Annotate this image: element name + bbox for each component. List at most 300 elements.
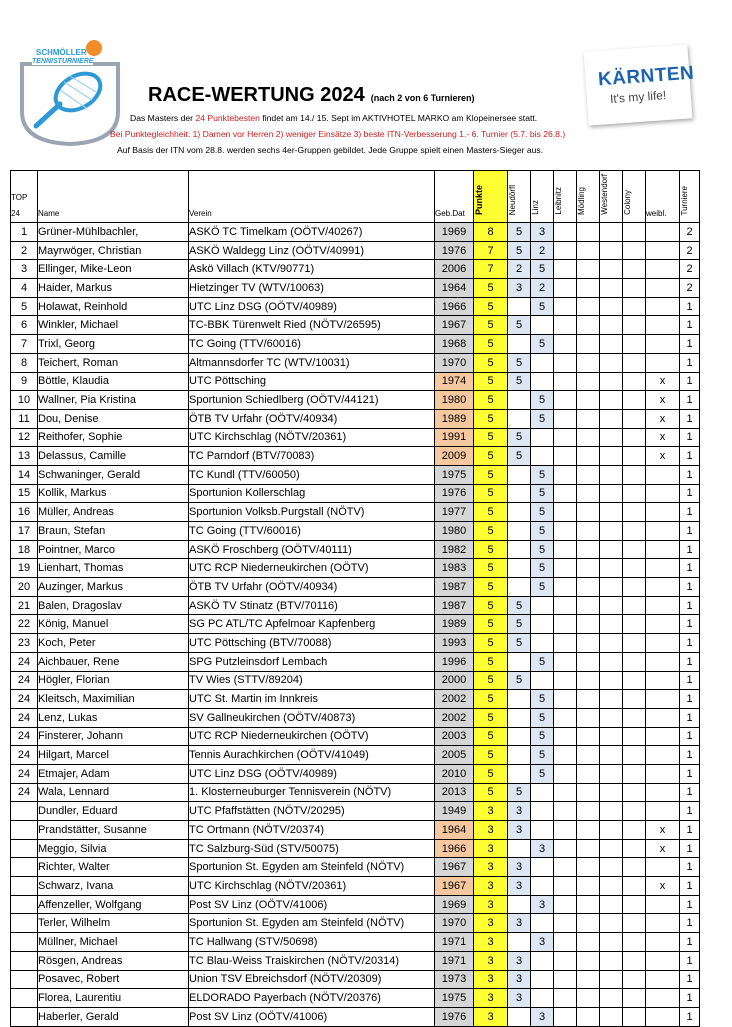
birth-year-cell: 1980 xyxy=(435,391,474,410)
rank-cell xyxy=(11,989,38,1008)
event-3-cell xyxy=(554,522,577,541)
event-5-cell xyxy=(600,989,623,1008)
col-year: Geb.Dat xyxy=(435,171,474,223)
tournaments-cell: 1 xyxy=(680,503,700,522)
club-cell: Union TSV Ebreichsdorf (NÖTV/20309) xyxy=(189,970,435,989)
event-1-cell: 5 xyxy=(508,428,531,447)
event-1-cell: 2 xyxy=(508,260,531,279)
table-row xyxy=(11,578,700,597)
event-4-cell xyxy=(577,970,600,989)
table-row xyxy=(11,951,700,970)
birth-year-cell: 1970 xyxy=(435,353,474,372)
event-4-cell xyxy=(577,746,600,765)
event-6-cell xyxy=(623,465,646,484)
rank-cell xyxy=(11,895,38,914)
points-cell: 5 xyxy=(474,783,508,802)
female-cell xyxy=(646,764,680,783)
name-cell: Teichert, Roman xyxy=(38,353,189,372)
name-cell: König, Manuel xyxy=(38,615,189,634)
birth-year-cell: 1989 xyxy=(435,409,474,428)
birth-year-cell: 1949 xyxy=(435,802,474,821)
table-row xyxy=(11,671,700,690)
event-2-cell xyxy=(531,316,554,335)
female-cell xyxy=(646,727,680,746)
col-event-4 xyxy=(577,171,600,223)
birth-year-cell: 2013 xyxy=(435,783,474,802)
female-cell xyxy=(646,241,680,260)
event-5-cell xyxy=(600,484,623,503)
name-cell: Schwarz, Ivana xyxy=(38,877,189,896)
tournaments-cell: 1 xyxy=(680,858,700,877)
event-4-cell xyxy=(577,316,600,335)
event-3-cell xyxy=(554,615,577,634)
event-2-cell xyxy=(531,596,554,615)
female-cell xyxy=(646,914,680,933)
event-3-cell xyxy=(554,783,577,802)
birth-year-cell: 1983 xyxy=(435,559,474,578)
event-2-cell: 2 xyxy=(531,241,554,260)
name-cell: Pointner, Marco xyxy=(38,540,189,559)
event-3-cell xyxy=(554,391,577,410)
birth-year-cell: 2006 xyxy=(435,260,474,279)
event-4-cell xyxy=(577,764,600,783)
table-row xyxy=(11,652,700,671)
table-row xyxy=(11,746,700,765)
event-1-cell: 3 xyxy=(508,970,531,989)
event-3-cell xyxy=(554,503,577,522)
female-cell xyxy=(646,634,680,653)
table-row xyxy=(11,596,700,615)
birth-year-cell: 1993 xyxy=(435,634,474,653)
event-2-cell: 5 xyxy=(531,764,554,783)
event-5-cell xyxy=(600,223,623,242)
club-cell: SV Gallneukirchen (OÖTV/40873) xyxy=(189,708,435,727)
club-cell: Sportunion St. Egyden am Steinfeld (NÖTV) xyxy=(189,914,435,933)
event-1-cell: 5 xyxy=(508,316,531,335)
event-6-cell xyxy=(623,783,646,802)
female-cell: x xyxy=(646,372,680,391)
club-cell: UTC Kirchschlag (NÖTV/20361) xyxy=(189,428,435,447)
rank-cell: 11 xyxy=(11,409,38,428)
event-1-cell: 5 xyxy=(508,596,531,615)
rank-cell xyxy=(11,858,38,877)
club-cell: UTC RCP Niederneukirchen (OÖTV) xyxy=(189,559,435,578)
female-cell xyxy=(646,484,680,503)
birth-year-cell: 1980 xyxy=(435,522,474,541)
event-3-cell xyxy=(554,634,577,653)
event-4-cell xyxy=(577,839,600,858)
event-1-cell xyxy=(508,465,531,484)
club-cell: SPG Putzleinsdorf Lembach xyxy=(189,652,435,671)
club-cell: TC Kundl (TTV/60050) xyxy=(189,465,435,484)
rank-cell: 24 xyxy=(11,690,38,709)
event-6-cell xyxy=(623,353,646,372)
female-cell xyxy=(646,652,680,671)
table-row xyxy=(11,559,700,578)
event-1-cell xyxy=(508,933,531,952)
event-6-cell xyxy=(623,821,646,840)
female-cell xyxy=(646,933,680,952)
points-cell: 5 xyxy=(474,596,508,615)
event-5-cell xyxy=(600,914,623,933)
tournaments-cell: 1 xyxy=(680,895,700,914)
name-cell: Ellinger, Mike-Leon xyxy=(38,260,189,279)
event-1-cell xyxy=(508,690,531,709)
event-2-cell: 5 xyxy=(531,708,554,727)
points-cell: 5 xyxy=(474,652,508,671)
event-1-cell: 3 xyxy=(508,279,531,298)
tournaments-cell: 1 xyxy=(680,970,700,989)
table-row xyxy=(11,708,700,727)
event-4-cell xyxy=(577,783,600,802)
event-1-cell: 3 xyxy=(508,802,531,821)
female-cell xyxy=(646,858,680,877)
event-1-cell: 5 xyxy=(508,353,531,372)
event-5-cell xyxy=(600,522,623,541)
rank-cell: 24 xyxy=(11,746,38,765)
event-2-cell: 3 xyxy=(531,1007,554,1026)
table-row xyxy=(11,409,700,428)
rank-cell: 24 xyxy=(11,783,38,802)
event-5-cell xyxy=(600,821,623,840)
name-cell: Müller, Andreas xyxy=(38,503,189,522)
event-5-cell xyxy=(600,764,623,783)
rank-cell: 17 xyxy=(11,522,38,541)
table-row xyxy=(11,989,700,1008)
rank-cell: 22 xyxy=(11,615,38,634)
table-row xyxy=(11,223,700,242)
tournaments-cell: 1 xyxy=(680,764,700,783)
tournaments-cell: 1 xyxy=(680,335,700,354)
race-ranking-table xyxy=(10,170,700,1027)
event-6-cell xyxy=(623,839,646,858)
points-cell: 3 xyxy=(474,839,508,858)
club-cell: Altmannsdorfer TC (WTV/10031) xyxy=(189,353,435,372)
event-4-cell xyxy=(577,279,600,298)
event-4-cell xyxy=(577,634,600,653)
name-cell: Hilgart, Marcel xyxy=(38,746,189,765)
birth-year-cell: 1987 xyxy=(435,596,474,615)
event-3-cell xyxy=(554,316,577,335)
tournaments-cell: 1 xyxy=(680,914,700,933)
club-cell: TC Blau-Weiss Traiskirchen (NÖTV/20314) xyxy=(189,951,435,970)
event-2-cell: 5 xyxy=(531,578,554,597)
col-event-5 xyxy=(600,171,623,223)
points-cell: 5 xyxy=(474,671,508,690)
club-cell: Askö Villach (KTV/90771) xyxy=(189,260,435,279)
tournaments-cell: 1 xyxy=(680,951,700,970)
event-3-cell xyxy=(554,821,577,840)
title-text: RACE-WERTUNG 2024 xyxy=(148,84,365,106)
rank-cell: 10 xyxy=(11,391,38,410)
col-rank xyxy=(11,171,38,223)
birth-year-cell: 1967 xyxy=(435,877,474,896)
name-cell: Richter, Walter xyxy=(38,858,189,877)
event-2-cell: 5 xyxy=(531,465,554,484)
female-cell xyxy=(646,596,680,615)
event-3-cell xyxy=(554,764,577,783)
event-3-cell xyxy=(554,895,577,914)
event-1-cell: 3 xyxy=(508,989,531,1008)
table-row xyxy=(11,764,700,783)
event-3-cell xyxy=(554,1007,577,1026)
event-6-cell xyxy=(623,484,646,503)
event-label: Linz xyxy=(531,200,540,215)
table-row xyxy=(11,933,700,952)
event-5-cell xyxy=(600,559,623,578)
tournaments-cell: 1 xyxy=(680,522,700,541)
club-cell: Post SV Linz (OÖTV/41006) xyxy=(189,1007,435,1026)
tournaments-cell: 1 xyxy=(680,634,700,653)
club-cell: UTC Pöttsching (BTV/70088) xyxy=(189,634,435,653)
event-4-cell xyxy=(577,914,600,933)
event-6-cell xyxy=(623,690,646,709)
event-6-cell xyxy=(623,970,646,989)
event-6-cell xyxy=(623,858,646,877)
event-2-cell: 5 xyxy=(531,297,554,316)
event-1-cell: 5 xyxy=(508,615,531,634)
tournaments-cell: 1 xyxy=(680,671,700,690)
name-cell: Balen, Dragoslav xyxy=(38,596,189,615)
birth-year-cell: 1966 xyxy=(435,297,474,316)
rank-cell xyxy=(11,839,38,858)
birth-year-cell: 2002 xyxy=(435,708,474,727)
female-cell xyxy=(646,522,680,541)
rank-cell xyxy=(11,914,38,933)
club-cell: ELDORADO Payerbach (NÖTV/20376) xyxy=(189,989,435,1008)
event-6-cell xyxy=(623,241,646,260)
name-cell: Kleitsch, Maximilian xyxy=(38,690,189,709)
tournaments-cell: 1 xyxy=(680,690,700,709)
table-row xyxy=(11,783,700,802)
rank-cell: 5 xyxy=(11,297,38,316)
points-cell: 5 xyxy=(474,465,508,484)
col-event-3 xyxy=(554,171,577,223)
female-cell xyxy=(646,297,680,316)
name-cell: Trixl, Georg xyxy=(38,335,189,354)
event-4-cell xyxy=(577,522,600,541)
event-5-cell xyxy=(600,933,623,952)
event-6-cell xyxy=(623,1007,646,1026)
birth-year-cell: 1976 xyxy=(435,484,474,503)
title-subtitle: (nach 2 von 6 Turnieren) xyxy=(370,93,475,103)
event-4-cell xyxy=(577,951,600,970)
table-row xyxy=(11,428,700,447)
event-2-cell: 3 xyxy=(531,933,554,952)
event-2-cell xyxy=(531,970,554,989)
rank-cell: 14 xyxy=(11,465,38,484)
event-2-cell xyxy=(531,877,554,896)
info-line-1a: Das Masters der xyxy=(130,113,196,123)
birth-year-cell: 2000 xyxy=(435,671,474,690)
points-cell: 5 xyxy=(474,484,508,503)
event-2-cell: 5 xyxy=(531,484,554,503)
name-cell: Winkler, Michael xyxy=(38,316,189,335)
event-5-cell xyxy=(600,279,623,298)
event-3-cell xyxy=(554,559,577,578)
tournaments-cell: 1 xyxy=(680,540,700,559)
event-label: Neudörfl xyxy=(508,184,517,215)
event-5-cell xyxy=(600,428,623,447)
tournaments-cell: 1 xyxy=(680,297,700,316)
event-label: Leibnitz xyxy=(554,187,563,215)
club-cell: TC Parndorf (BTV/70083) xyxy=(189,447,435,466)
event-2-cell: 3 xyxy=(531,223,554,242)
rank-cell: 6 xyxy=(11,316,38,335)
event-1-cell xyxy=(508,839,531,858)
event-1-cell: 5 xyxy=(508,223,531,242)
event-1-cell: 3 xyxy=(508,858,531,877)
event-6-cell xyxy=(623,316,646,335)
birth-year-cell: 1971 xyxy=(435,951,474,970)
rank-cell: 24 xyxy=(11,727,38,746)
tournaments-cell: 1 xyxy=(680,409,700,428)
name-cell: Haberler, Gerald xyxy=(38,1007,189,1026)
col-name: Name xyxy=(38,171,189,223)
name-cell: Affenzeller, Wolfgang xyxy=(38,895,189,914)
female-cell xyxy=(646,690,680,709)
female-cell xyxy=(646,802,680,821)
kaernten-brand xyxy=(582,44,694,126)
event-1-cell xyxy=(508,746,531,765)
event-2-cell: 3 xyxy=(531,895,554,914)
event-4-cell xyxy=(577,447,600,466)
event-3-cell xyxy=(554,708,577,727)
event-3-cell xyxy=(554,447,577,466)
rank-cell xyxy=(11,951,38,970)
name-cell: Mayrwöger, Christian xyxy=(38,241,189,260)
event-6-cell xyxy=(623,802,646,821)
event-5-cell xyxy=(600,465,623,484)
rank-cell xyxy=(11,802,38,821)
female-cell: x xyxy=(646,877,680,896)
event-6-cell xyxy=(623,223,646,242)
col-rank-num: 24 xyxy=(11,209,20,218)
birth-year-cell: 2002 xyxy=(435,690,474,709)
table-row xyxy=(11,615,700,634)
event-3-cell xyxy=(554,241,577,260)
event-1-cell xyxy=(508,764,531,783)
event-3-cell xyxy=(554,335,577,354)
event-6-cell xyxy=(623,764,646,783)
event-4-cell xyxy=(577,559,600,578)
event-3-cell xyxy=(554,727,577,746)
female-cell xyxy=(646,970,680,989)
rank-cell: 1 xyxy=(11,223,38,242)
club-cell: UTC Linz DSG (OÖTV/40989) xyxy=(189,297,435,316)
event-4-cell xyxy=(577,353,600,372)
female-cell: x xyxy=(646,447,680,466)
logo-top-text: SCHMÖLLER xyxy=(36,48,87,57)
club-cell: TC Going (TTV/60016) xyxy=(189,522,435,541)
female-cell: x xyxy=(646,428,680,447)
points-cell: 3 xyxy=(474,970,508,989)
tournaments-cell: 1 xyxy=(680,1007,700,1026)
event-label: Westendorf xyxy=(600,174,609,215)
brand-name: KÄRNTEN xyxy=(597,62,695,91)
event-5-cell xyxy=(600,970,623,989)
event-5-cell xyxy=(600,708,623,727)
event-3-cell xyxy=(554,465,577,484)
event-1-cell xyxy=(508,391,531,410)
event-6-cell xyxy=(623,895,646,914)
club-cell: Post SV Linz (OÖTV/41006) xyxy=(189,895,435,914)
birth-year-cell: 1989 xyxy=(435,615,474,634)
event-3-cell xyxy=(554,802,577,821)
event-4-cell xyxy=(577,877,600,896)
points-cell: 5 xyxy=(474,503,508,522)
event-5-cell xyxy=(600,951,623,970)
event-1-cell xyxy=(508,727,531,746)
event-4-cell xyxy=(577,1007,600,1026)
event-5-cell xyxy=(600,596,623,615)
points-cell: 5 xyxy=(474,279,508,298)
points-cell: 3 xyxy=(474,877,508,896)
points-cell: 5 xyxy=(474,615,508,634)
table-row xyxy=(11,316,700,335)
event-1-cell xyxy=(508,522,531,541)
event-3-cell xyxy=(554,578,577,597)
points-cell: 5 xyxy=(474,372,508,391)
event-5-cell xyxy=(600,895,623,914)
event-4-cell xyxy=(577,335,600,354)
event-2-cell: 3 xyxy=(531,839,554,858)
event-2-cell: 5 xyxy=(531,503,554,522)
event-5-cell xyxy=(600,727,623,746)
birth-year-cell: 2005 xyxy=(435,746,474,765)
name-cell: Meggio, Silvia xyxy=(38,839,189,858)
rank-cell: 3 xyxy=(11,260,38,279)
rank-cell: 23 xyxy=(11,634,38,653)
event-5-cell xyxy=(600,652,623,671)
table-row xyxy=(11,914,700,933)
club-cell: 1. Klosterneuburger Tennisverein (NÖTV) xyxy=(189,783,435,802)
name-cell: Koch, Peter xyxy=(38,634,189,653)
event-3-cell xyxy=(554,297,577,316)
tournaments-cell: 1 xyxy=(680,746,700,765)
points-cell: 5 xyxy=(474,447,508,466)
event-3-cell xyxy=(554,223,577,242)
table-row xyxy=(11,522,700,541)
event-5-cell xyxy=(600,877,623,896)
event-5-cell xyxy=(600,671,623,690)
name-cell: Dou, Denise xyxy=(38,409,189,428)
event-6-cell xyxy=(623,652,646,671)
points-cell: 3 xyxy=(474,895,508,914)
col-event-1 xyxy=(508,171,531,223)
info-line-2: Bei Punktegleichheit: 1) Damen vor Herren 2) weniger Einsätze 3) beste ITN-Verbesserung 1.- 6. Turnier (5.7. bis 26.8.) xyxy=(110,129,566,139)
points-cell: 3 xyxy=(474,1007,508,1026)
event-1-cell: 3 xyxy=(508,914,531,933)
page-title xyxy=(148,84,475,107)
club-cell: TC Salzburg-Süd (STV/50075) xyxy=(189,839,435,858)
name-cell: Finsterer, Johann xyxy=(38,727,189,746)
event-6-cell xyxy=(623,708,646,727)
table-row xyxy=(11,858,700,877)
event-2-cell: 2 xyxy=(531,279,554,298)
event-5-cell xyxy=(600,391,623,410)
event-5-cell xyxy=(600,1007,623,1026)
event-1-cell xyxy=(508,335,531,354)
event-5-cell xyxy=(600,409,623,428)
event-3-cell xyxy=(554,970,577,989)
col-tournaments-label: Turniere xyxy=(680,185,689,215)
event-5-cell xyxy=(600,578,623,597)
birth-year-cell: 1970 xyxy=(435,914,474,933)
event-4-cell xyxy=(577,260,600,279)
female-cell: x xyxy=(646,839,680,858)
event-2-cell xyxy=(531,951,554,970)
